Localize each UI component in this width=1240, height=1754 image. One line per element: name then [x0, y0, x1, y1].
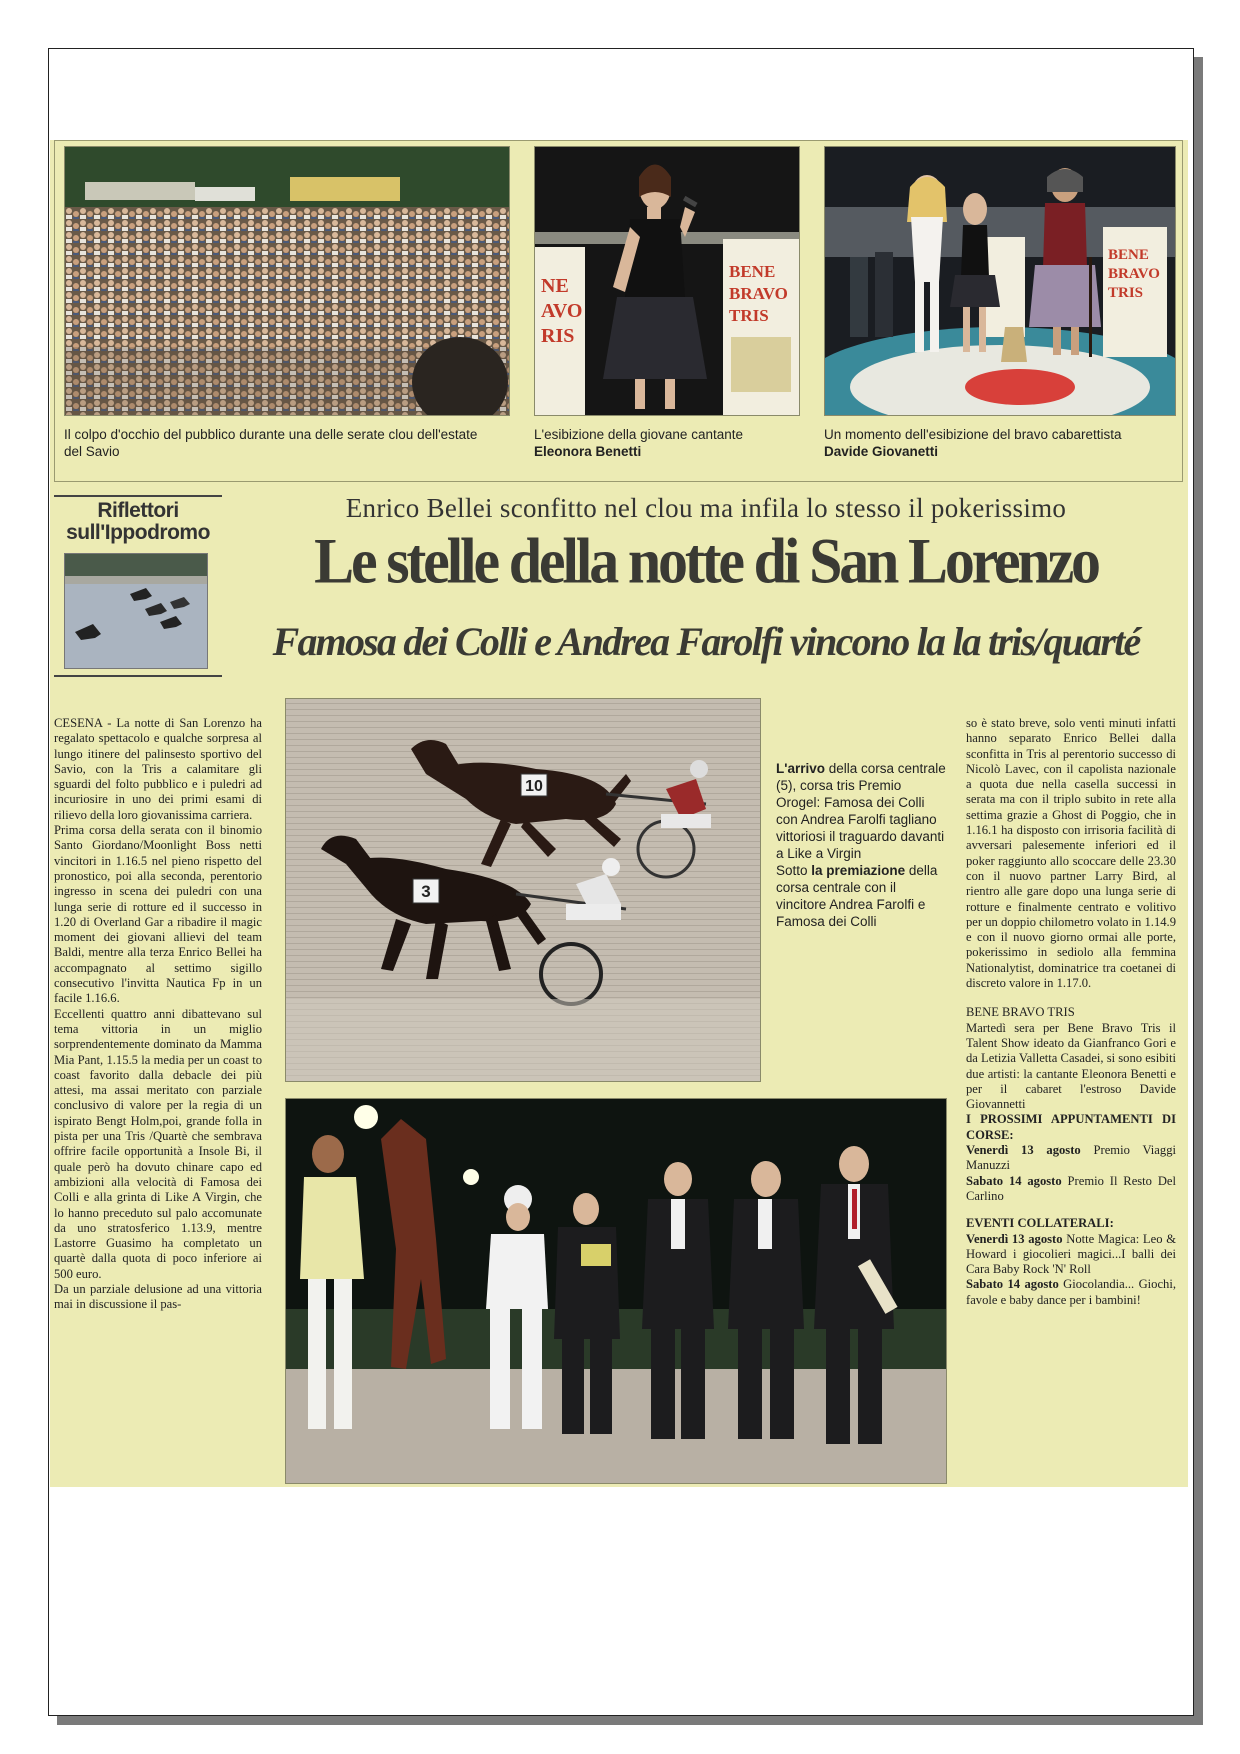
next-race-2-day: Sabato 14 agosto	[966, 1173, 1062, 1188]
event-2-day: Sabato 14 agosto	[966, 1277, 1059, 1292]
rubric-bottom-rule	[54, 675, 222, 677]
side-caption-lead-1: L'arrivo	[776, 761, 825, 776]
article-column-1	[54, 716, 262, 1313]
article-column-3	[966, 716, 1176, 1308]
cabaret-caption	[824, 426, 1174, 460]
race-finish-image	[286, 699, 760, 1081]
headline: Le stelle della notte di San Lorenzo	[314, 525, 1098, 597]
event-1-day: Venerdì 13 agosto	[966, 1231, 1063, 1246]
race-finish-photo	[285, 698, 761, 1082]
article-paragraph-1: CESENA - La notte di San Lorenzo ha regalato spettacolo e qualche sorpresa al lungo itinere del palinsesto sportivo del Savio, con la Tris a calamitare gli sguardi del folto pubblico e i puledri ad incuriosire in uno dei primi esami di rilievo della loro giovanissima carriera.	[54, 716, 262, 822]
bib-top: 10	[525, 778, 543, 795]
cabaret-photo-image	[825, 147, 1175, 415]
next-races-heading: I PROSSIMI APPUNTAMENTI DI CORSE:	[966, 1112, 1176, 1142]
award-ceremony-photo	[285, 1098, 947, 1484]
side-caption-lead-2: la premiazione	[811, 863, 906, 878]
event-2	[966, 1277, 1176, 1308]
rubric-title	[54, 500, 222, 544]
singer-caption-text: L'esibizione della giovane cantante	[534, 427, 743, 442]
bene-bravo-tris-text: Martedì sera per Bene Bravo Tris il Talent Show ideato da Gianfranco Gori e da Letizia Valletta Casadei, si sono esibiti due artisti: la cantante Eleonora Benetti e per il cabaret l'estroso Davide Giovannetti	[966, 1020, 1176, 1112]
event-1-text: Notte Magica: Leo & Howard i giocolieri magici...I balli dei Cara Baby Rock 'N' Roll	[966, 1231, 1177, 1277]
sign2-bene: BENE	[1108, 247, 1149, 263]
crowd-photo	[64, 146, 510, 416]
singer-photo	[534, 146, 800, 416]
next-race-1-day: Venerdì 13 agosto	[966, 1143, 1081, 1158]
crowd-photo-image	[65, 147, 509, 415]
sign-partial-3: RIS	[541, 325, 575, 347]
next-race-1	[966, 1143, 1176, 1174]
article-paragraph-4: Da un parziale delusione ad una vittoria mai in discussione il pas-	[54, 1281, 262, 1312]
cabaret-photo	[824, 146, 1176, 416]
event-1	[966, 1232, 1176, 1278]
rubric-top-rule	[54, 495, 222, 497]
award-ceremony-image	[286, 1099, 946, 1483]
next-race-2-text: Premio Il Resto Del Carlino	[966, 1173, 1177, 1203]
cabaret-caption-name: Davide Giovanetti	[824, 444, 939, 459]
bene-bravo-tris-heading: BENE BRAVO TRIS	[966, 1005, 1075, 1020]
bib-bottom: 3	[421, 882, 431, 901]
next-race-1-text: Premio Viaggi Manuzzi	[966, 1143, 1176, 1173]
cabaret-caption-text: Un momento dell'esibizione del bravo cabarettista	[824, 427, 1122, 442]
singer-caption-name: Eleonora Benetti	[534, 444, 642, 459]
sign-bravo: BRAVO	[729, 284, 788, 303]
sign-partial-1: NE	[541, 275, 569, 297]
next-race-2	[966, 1174, 1176, 1205]
rubric-line-1: Riflettori	[97, 499, 179, 522]
crowd-caption: Il colpo d'occhio del pubblico durante una delle serate clou dell'estate del Savio	[64, 427, 478, 459]
race-side-caption	[776, 760, 946, 930]
singer-caption	[534, 426, 798, 460]
sign-partial-2: AVO	[541, 300, 583, 322]
article-column-3-paragraph: so è stato breve, solo venti minuti infatti hanno separato Enrico Bellei dalla sconfitta in Tris al perentorio successo di Nicolò Lavec, con il capolista nazionale a quota due nella casella successi in serata ma con il triplo subito in rete alla settima grazie a Ghost di Poggio, che in 1.16.1 ha disposto con irrisoria facilità di avversari palesemente inferiori ed il poker raggiunto allo scoccare delle 23.30 con il nuovo partner Larry Bird, al rientro alle gare dopo una lunga serie di rotture e finalmente centrato e volitivo per un doppio chilometro volato in 1.14.9 e con il nuovo giorno ormai alle porte, pokerissimo in sediolo alla femmina Nationalytist, dominatrice tra coetanei di discreto valore in 1.17.0.	[966, 716, 1176, 991]
rubric-photo-image	[65, 554, 207, 668]
sign-tris: TRIS	[729, 306, 769, 325]
event-2-text: Giocolandia... Giochi, favole e baby dance per i bambini!	[966, 1277, 1176, 1307]
rubric-photo	[64, 553, 208, 669]
article-paragraph-3: Eccellenti quattro anni dibattevano sul tema vittoria in un miglio sorprendentemente dominato da Mamma Mia Pant, 1.15.5 la media per un coast to coast favorito dalla debacle dei più attesi, ma assai meritato con parziale conclusivo di valore per la regia di un ispirato Bengt Holm,poi, grande folla in pista per una Tris /Quartè che sembrava offrire facile opportunità a Insole Bi, il quale però ha dovuto chinare capo ed ambizioni alla velocità di Famosa dei Colli e alla grinta di Like A Virgin, che lo hanno preceduto sul palo accomunate da uno stratosferico 1.13.9, mentre Lastorre Guasimo ha completato un quartè dalla quota di poco inferiore ai 500 euro.	[54, 1006, 262, 1281]
article-paragraph-2: Prima corsa della serata con il binomio Santo Giordano/Moonlight Boss netti vincitori in 1.16.5 nel pieno rispetto del pronostico, poi alla seconda, perentorio ingresso in scena dei puledri con una lunga serie di rotture ed il successo in 1.20 di Overland Gar a ribadire il magic moment dei giovani allievi del team Baldi, mentre alla terza Enrico Bellei ha accompagnato al settimo sigillo consecutivo l'invitta Nautica Fp in un facile 1.16.6.	[54, 823, 262, 1006]
side-caption-text-2: della corsa centrale con il vincitore Andrea Farolfi e Famosa dei Colli	[776, 863, 938, 929]
kicker-text: Enrico Bellei sconfitto nel clou ma infila lo stesso il pokerissimo	[345, 493, 1067, 523]
singer-photo-image	[535, 147, 799, 415]
sign2-bravo: BRAVO	[1108, 266, 1160, 282]
sign-bene: BENE	[729, 262, 776, 281]
sign2-tris: TRIS	[1108, 285, 1144, 301]
subheadline: Famosa dei Colli e Andrea Farolfi vincono la la tris/quarté	[272, 619, 1140, 664]
events-heading: EVENTI COLLATERALI:	[966, 1216, 1114, 1231]
side-caption-text-1: della corsa centrale (5), corsa tris Premio Orogel: Famosa dei Colli con Andrea Farolfi tagliano vittoriosi il traguardo davanti a Like a Virgin	[776, 761, 946, 861]
side-caption-pre-2: Sotto	[776, 863, 808, 878]
newspaper-clipping	[50, 140, 1188, 1487]
rubric-line-2: sull'Ippodromo	[66, 521, 210, 544]
